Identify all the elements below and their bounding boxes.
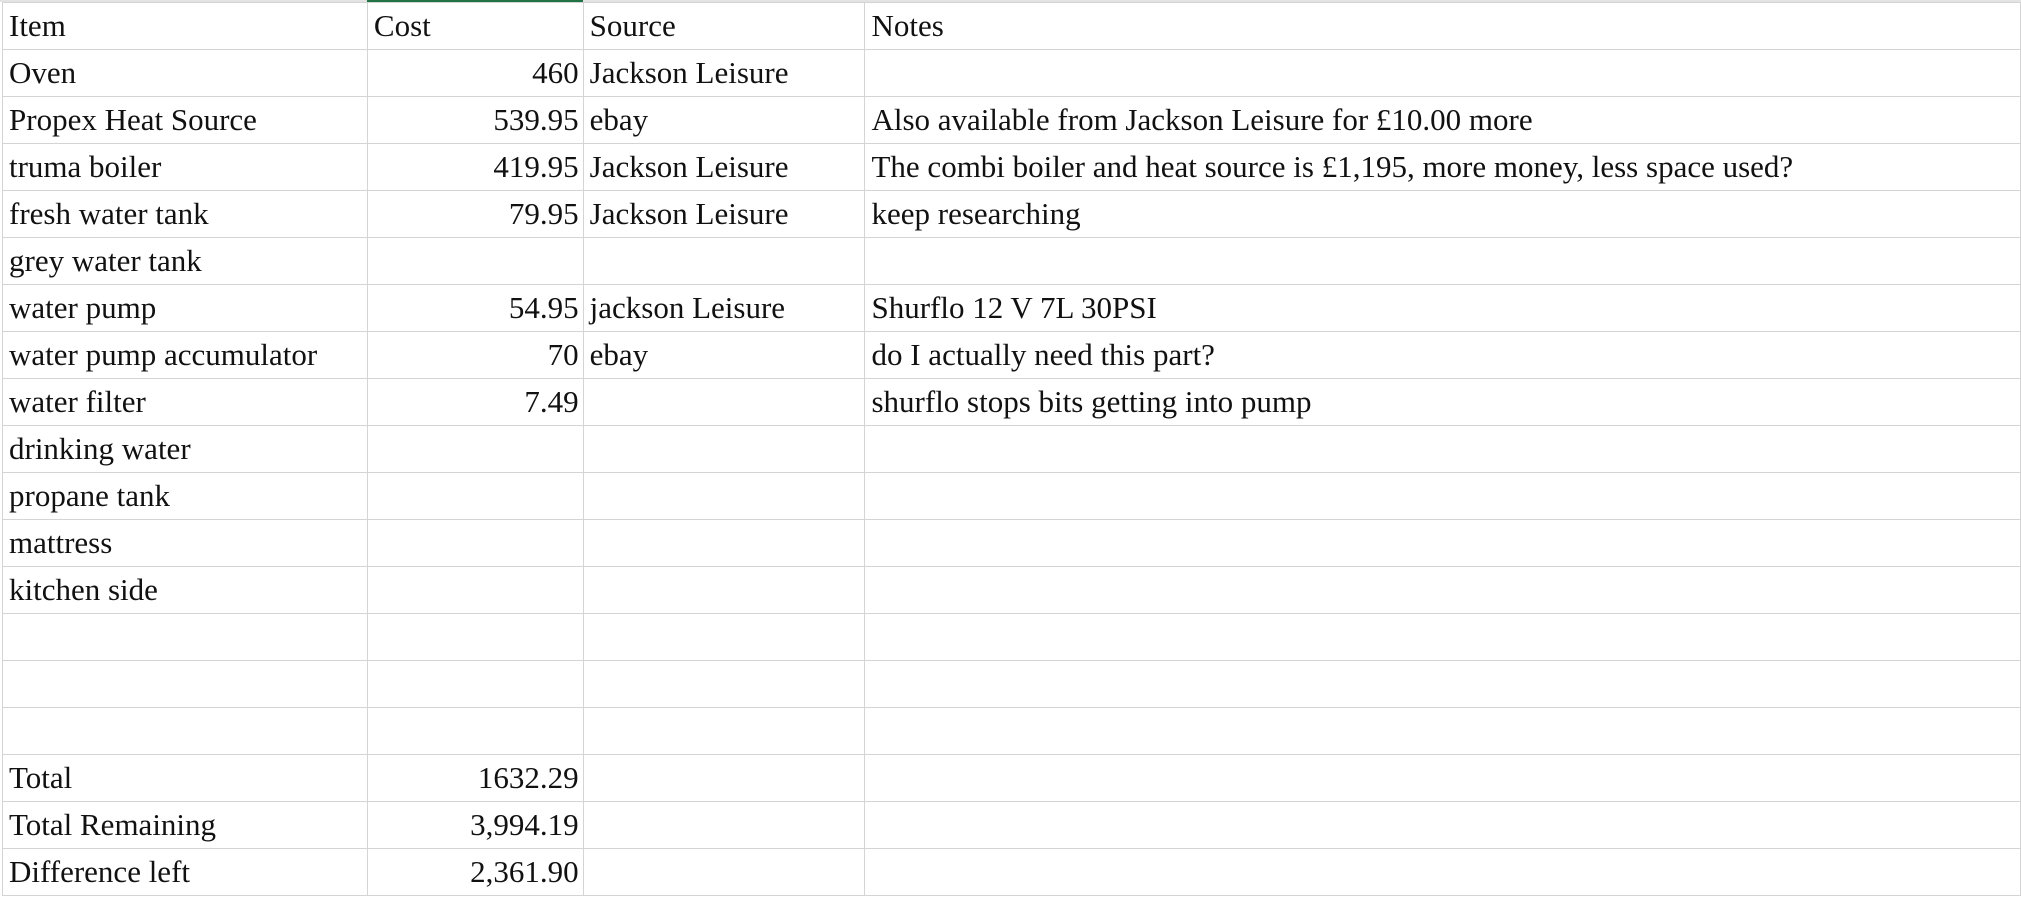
cell-source[interactable]: [583, 520, 865, 567]
cell-notes[interactable]: [865, 755, 2021, 802]
cell-item[interactable]: kitchen side: [3, 567, 368, 614]
cell-item[interactable]: water filter: [3, 379, 368, 426]
cell-item[interactable]: [3, 661, 368, 708]
cell-cost[interactable]: 70: [367, 332, 583, 379]
table-row: [3, 755, 2021, 802]
cell-notes[interactable]: [865, 50, 2021, 97]
cell-cost[interactable]: 460: [367, 50, 583, 97]
header-row: [3, 3, 2021, 50]
cell-item[interactable]: Oven: [3, 50, 368, 97]
header-cell-source[interactable]: Source: [583, 3, 865, 50]
cell-item[interactable]: water pump accumulator: [3, 332, 368, 379]
cell-source[interactable]: [583, 567, 865, 614]
cell-cost[interactable]: [367, 567, 583, 614]
cell-source[interactable]: [583, 802, 865, 849]
cell-item[interactable]: propane tank: [3, 473, 368, 520]
cell-item[interactable]: mattress: [3, 520, 368, 567]
cell-source[interactable]: ebay: [583, 332, 865, 379]
cell-cost[interactable]: 419.95: [367, 144, 583, 191]
table-row: [3, 379, 2021, 426]
cell-cost[interactable]: [367, 238, 583, 285]
cell-cost[interactable]: [367, 520, 583, 567]
cell-notes[interactable]: shurflo stops bits getting into pump: [865, 379, 2021, 426]
cell-notes[interactable]: [865, 614, 2021, 661]
table-row: [3, 849, 2021, 896]
cell-notes[interactable]: keep researching: [865, 191, 2021, 238]
cell-item[interactable]: [3, 708, 368, 755]
cell-notes[interactable]: [865, 238, 2021, 285]
cell-notes[interactable]: do I actually need this part?: [865, 332, 2021, 379]
cell-item[interactable]: Propex Heat Source: [3, 97, 368, 144]
cell-cost[interactable]: 54.95: [367, 285, 583, 332]
header-cell-notes[interactable]: Notes: [865, 3, 2021, 50]
cell-notes[interactable]: [865, 708, 2021, 755]
cell-item[interactable]: Total Remaining: [3, 802, 368, 849]
header-cell-item[interactable]: Item: [3, 3, 368, 50]
header-cell-cost[interactable]: Cost: [367, 3, 583, 50]
cell-cost[interactable]: 79.95: [367, 191, 583, 238]
cell-item[interactable]: truma boiler: [3, 144, 368, 191]
cell-notes[interactable]: [865, 802, 2021, 849]
cell-item[interactable]: Total: [3, 755, 368, 802]
table-row: [3, 802, 2021, 849]
cell-item[interactable]: fresh water tank: [3, 191, 368, 238]
cell-cost[interactable]: 2,361.90: [367, 849, 583, 896]
cell-item[interactable]: grey water tank: [3, 238, 368, 285]
table-row: [3, 473, 2021, 520]
cell-source[interactable]: [583, 661, 865, 708]
cell-source[interactable]: [583, 473, 865, 520]
cell-item[interactable]: water pump: [3, 285, 368, 332]
table-row: [3, 144, 2021, 191]
cell-source[interactable]: jackson Leisure: [583, 285, 865, 332]
table-row: [3, 238, 2021, 285]
table-row: [3, 708, 2021, 755]
table-row: [3, 426, 2021, 473]
cell-cost[interactable]: [367, 614, 583, 661]
cell-notes[interactable]: Also available from Jackson Leisure for £10.00 more: [865, 97, 2021, 144]
table-row: [3, 332, 2021, 379]
cell-source[interactable]: [583, 708, 865, 755]
cell-cost[interactable]: [367, 708, 583, 755]
cell-cost[interactable]: 3,994.19: [367, 802, 583, 849]
table-row: [3, 661, 2021, 708]
cell-cost[interactable]: 7.49: [367, 379, 583, 426]
cell-notes[interactable]: Shurflo 12 V 7L 30PSI: [865, 285, 2021, 332]
cell-source[interactable]: [583, 614, 865, 661]
cell-source[interactable]: Jackson Leisure: [583, 191, 865, 238]
cell-cost[interactable]: [367, 661, 583, 708]
cell-item[interactable]: drinking water: [3, 426, 368, 473]
table-row: [3, 50, 2021, 97]
cell-notes[interactable]: The combi boiler and heat source is £1,195, more money, less space used?: [865, 144, 2021, 191]
cell-source[interactable]: ebay: [583, 97, 865, 144]
cell-item[interactable]: Difference left: [3, 849, 368, 896]
cell-notes[interactable]: [865, 520, 2021, 567]
table-row: [3, 285, 2021, 332]
cell-cost[interactable]: 539.95: [367, 97, 583, 144]
cell-source[interactable]: [583, 426, 865, 473]
cell-cost[interactable]: [367, 473, 583, 520]
cell-source[interactable]: [583, 379, 865, 426]
cell-notes[interactable]: [865, 567, 2021, 614]
table-row: [3, 520, 2021, 567]
table-row: [3, 614, 2021, 661]
cell-notes[interactable]: [865, 426, 2021, 473]
cell-notes[interactable]: [865, 849, 2021, 896]
cell-source[interactable]: [583, 755, 865, 802]
table-row: [3, 191, 2021, 238]
table-row: [3, 567, 2021, 614]
cell-source[interactable]: Jackson Leisure: [583, 144, 865, 191]
cell-source[interactable]: Jackson Leisure: [583, 50, 865, 97]
cell-notes[interactable]: [865, 661, 2021, 708]
cell-item[interactable]: [3, 614, 368, 661]
cell-cost[interactable]: [367, 426, 583, 473]
cell-notes[interactable]: [865, 473, 2021, 520]
cell-cost[interactable]: 1632.29: [367, 755, 583, 802]
cell-source[interactable]: [583, 849, 865, 896]
table-row: [3, 97, 2021, 144]
spreadsheet-grid: [2, 2, 2021, 896]
cell-source[interactable]: [583, 238, 865, 285]
